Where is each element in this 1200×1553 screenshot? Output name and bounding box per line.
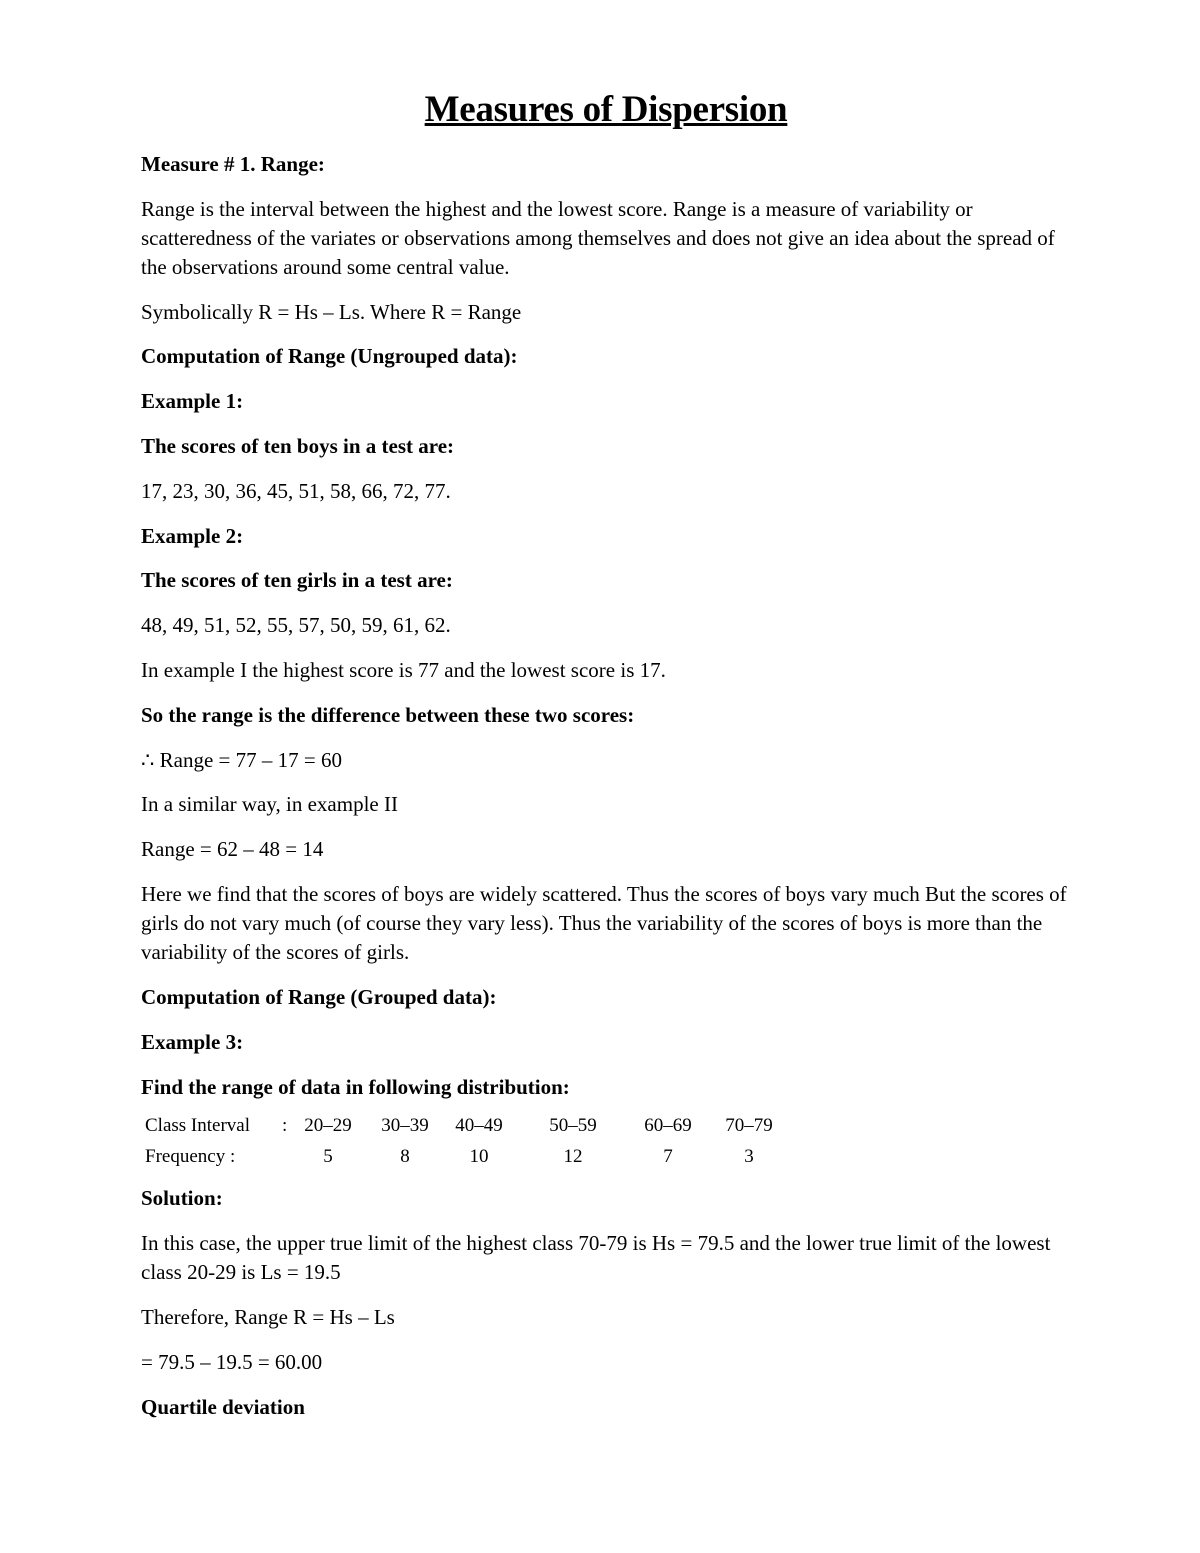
range-definition-paragraph: Range is the interval between the highest and the lowest score. Range is a measure of variability or scatteredness of the variates or observations among themselves and does not give an idea about the spread of the observations around some central value. <box>141 197 1055 280</box>
range-result: = 79.5 – 19.5 = 60.00 <box>141 1350 323 1375</box>
example-1-heading: Example 1: <box>141 389 244 414</box>
frequency-cell: 8 <box>400 1145 410 1167</box>
example-2-heading: Example 2: <box>141 524 244 549</box>
example-3-heading: Example 3: <box>141 1030 244 1055</box>
section-heading-range: Measure # 1. Range: <box>141 152 325 177</box>
frequency-row <box>145 1141 800 1172</box>
frequency-cell: 10 <box>469 1145 489 1167</box>
range-formula: Symbolically R = Hs – Ls. Where R = Range <box>141 300 522 325</box>
example-2-prompt: The scores of ten girls in a test are: <box>141 568 453 593</box>
interval-cell: 60–69 <box>644 1114 692 1136</box>
interval-cell: 50–59 <box>549 1114 597 1136</box>
frequency-cell: 12 <box>563 1145 583 1167</box>
example-1-prompt: The scores of ten boys in a test are: <box>141 434 455 459</box>
interval-cell: 30–39 <box>381 1114 429 1136</box>
example-2-intro: In a similar way, in example II <box>141 792 398 817</box>
solution-explanation: In this case, the upper true limit of the highest class 70-79 is Hs = 79.5 and the lower true limit of the lowest class 20-29 is Ls = 19.5 <box>141 1231 1051 1285</box>
frequency-label: Frequency : <box>145 1145 236 1167</box>
frequency-separator <box>282 1141 296 1172</box>
solution-heading: Solution: <box>141 1186 223 1211</box>
girls-scores: 48, 49, 51, 52, 55, 57, 50, 59, 61, 62. <box>141 613 451 638</box>
document-title: Measures of Dispersion <box>424 89 788 130</box>
range-formula-restated: Therefore, Range R = Hs – Ls <box>141 1305 395 1330</box>
range-calculation-1: ∴ Range = 77 – 17 = 60 <box>141 748 342 773</box>
class-interval-separator: : <box>282 1114 288 1136</box>
frequency-distribution-table <box>145 1110 800 1172</box>
document-page <box>141 88 1071 1422</box>
quartile-deviation-heading: Quartile deviation <box>141 1395 305 1420</box>
example-1-observation: In example I the highest score is 77 and the lowest score is 17. <box>141 658 666 683</box>
class-interval-label: Class Interval <box>145 1114 251 1136</box>
range-difference-heading: So the range is the difference between these two scores: <box>141 703 635 728</box>
class-interval-row <box>145 1110 800 1141</box>
ungrouped-heading: Computation of Range (Ungrouped data): <box>141 344 518 369</box>
variability-conclusion-paragraph: Here we find that the scores of boys are widely scattered. Thus the scores of boys vary much But the scores of girls do not vary much (of course they vary less). Thus the variability of the scores of boys is more than the variability of the scores of girls. <box>141 882 1067 965</box>
range-calculation-2: Range = 62 – 48 = 14 <box>141 837 324 862</box>
interval-cell: 20–29 <box>304 1114 352 1136</box>
frequency-cell: 5 <box>323 1145 333 1167</box>
grouped-heading: Computation of Range (Grouped data): <box>141 985 497 1010</box>
frequency-cell: 7 <box>663 1145 673 1167</box>
interval-cell: 70–79 <box>725 1114 773 1136</box>
example-3-prompt: Find the range of data in following distribution: <box>141 1075 570 1100</box>
interval-cell: 40–49 <box>455 1114 503 1136</box>
boys-scores: 17, 23, 30, 36, 45, 51, 58, 66, 72, 77. <box>141 479 451 504</box>
frequency-cell: 3 <box>744 1145 754 1167</box>
